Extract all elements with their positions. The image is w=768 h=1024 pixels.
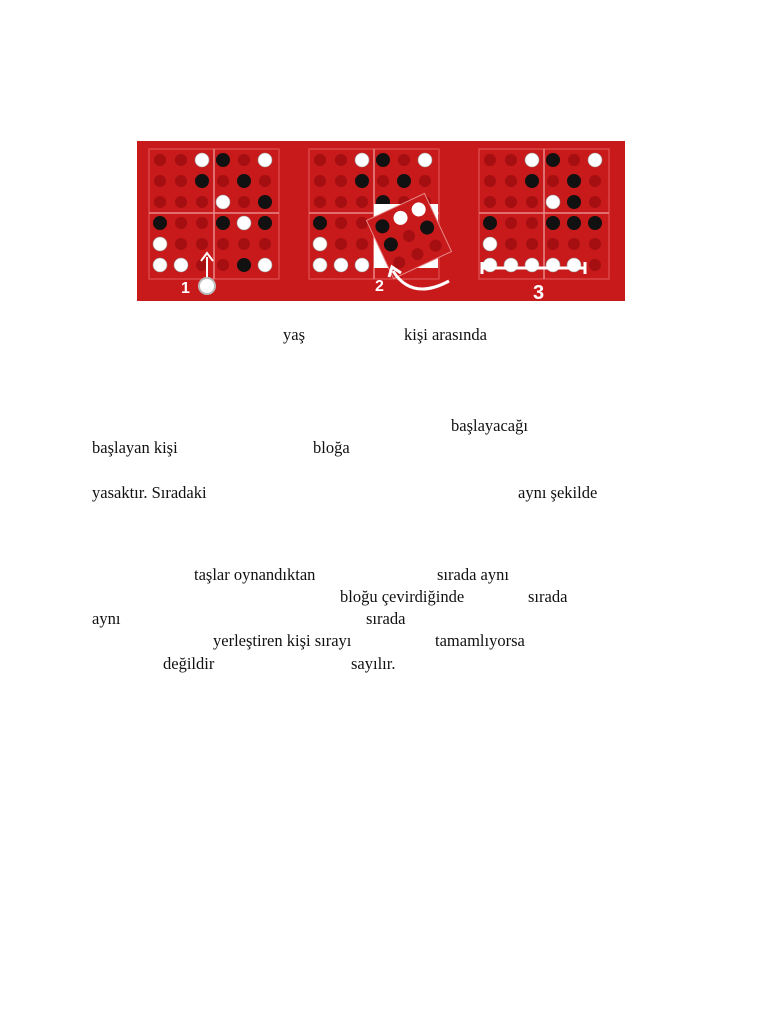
empty-hole [526,196,538,208]
black-stone [567,195,581,209]
empty-hole [154,196,166,208]
empty-hole [505,175,517,187]
black-stone [153,216,167,230]
text-kisi-arasinda: kişi arasında [404,325,487,344]
empty-hole [484,175,496,187]
black-stone [355,174,369,188]
empty-hole [175,217,187,229]
empty-hole [238,238,250,250]
empty-hole [335,175,347,187]
white-stone [334,258,348,272]
empty-hole [314,154,326,166]
black-stone [546,216,560,230]
white-stone [418,153,432,167]
black-stone [376,153,390,167]
text-sirada-3: sırada [366,609,406,628]
empty-hole [238,154,250,166]
text-degildir: değildir [163,654,215,673]
text-ayni-sekilde: aynı şekilde [518,483,598,502]
empty-hole [356,217,368,229]
white-stone [195,153,209,167]
white-stone [567,258,581,272]
illustration-canvas [137,141,625,301]
step-label-2: 2 [375,278,384,295]
white-stone [483,237,497,251]
black-stone [588,216,602,230]
empty-hole [335,196,347,208]
white-stone [258,258,272,272]
empty-hole [335,238,347,250]
text-sirada-ayni: sırada aynı [437,565,509,584]
empty-hole [175,175,187,187]
text-bloga: bloğa [313,438,350,457]
white-stone [153,258,167,272]
empty-hole [356,238,368,250]
empty-hole [568,154,580,166]
empty-hole [589,238,601,250]
empty-hole [217,259,229,271]
white-stone [546,258,560,272]
text-yasaktir-siradaki: yasaktır. Sıradaki [92,483,207,502]
black-stone [258,216,272,230]
text-baslayacagi: başlayacağı [451,416,528,435]
empty-hole [526,238,538,250]
empty-hole [484,154,496,166]
empty-hole [259,175,271,187]
white-stone [199,278,215,294]
empty-hole [398,154,410,166]
white-stone [355,153,369,167]
black-stone [216,153,230,167]
empty-hole [568,238,580,250]
black-stone [525,174,539,188]
white-stone [258,153,272,167]
empty-hole [259,238,271,250]
text-blogu-cevirdiginde: bloğu çevirdiğinde [340,587,465,606]
white-stone [525,258,539,272]
empty-hole [314,175,326,187]
black-stone [237,174,251,188]
white-stone [483,258,497,272]
text-yas: yaş [283,325,305,344]
black-stone [216,216,230,230]
empty-hole [196,196,208,208]
black-stone [567,174,581,188]
white-stone [174,258,188,272]
empty-hole [217,175,229,187]
white-stone [355,258,369,272]
white-stone [504,258,518,272]
white-stone [313,258,327,272]
black-stone [546,153,560,167]
empty-hole [505,238,517,250]
empty-hole [484,196,496,208]
white-stone [546,195,560,209]
step-label-1: 1 [181,280,190,297]
white-stone [153,237,167,251]
white-stone [525,153,539,167]
empty-hole [154,175,166,187]
white-stone [313,237,327,251]
empty-hole [196,217,208,229]
text-taslar-oynandiktan: taşlar oynandıktan [194,565,316,584]
step-label-3: 3 [533,282,545,301]
empty-hole [356,196,368,208]
empty-hole [154,154,166,166]
empty-hole [505,217,517,229]
text-yerlestiren-kisi-sirayi: yerleştiren kişi sırayı [213,631,352,650]
black-stone [258,195,272,209]
empty-hole [547,175,559,187]
empty-hole [196,238,208,250]
empty-hole [175,238,187,250]
text-tamamliyorsa: tamamlıyorsa [435,631,525,650]
white-stone [216,195,230,209]
text-ayni: aynı [92,609,121,628]
empty-hole [589,196,601,208]
empty-hole [377,175,389,187]
pentago-rules-illustration [137,141,625,301]
empty-hole [505,154,517,166]
black-stone [237,258,251,272]
empty-hole [238,196,250,208]
empty-hole [589,259,601,271]
empty-hole [505,196,517,208]
black-stone [483,216,497,230]
black-stone [313,216,327,230]
white-stone [588,153,602,167]
empty-hole [547,238,559,250]
text-baslayan-kisi: başlayan kişi [92,438,178,457]
empty-hole [217,238,229,250]
white-stone [237,216,251,230]
empty-hole [419,175,431,187]
black-stone [567,216,581,230]
black-stone [397,174,411,188]
empty-hole [314,196,326,208]
text-sirada-2: sırada [528,587,568,606]
empty-hole [335,217,347,229]
empty-hole [175,154,187,166]
empty-hole [589,175,601,187]
empty-hole [526,217,538,229]
empty-hole [335,154,347,166]
black-stone [195,174,209,188]
empty-hole [175,196,187,208]
text-sayilir: sayılır. [351,654,396,673]
